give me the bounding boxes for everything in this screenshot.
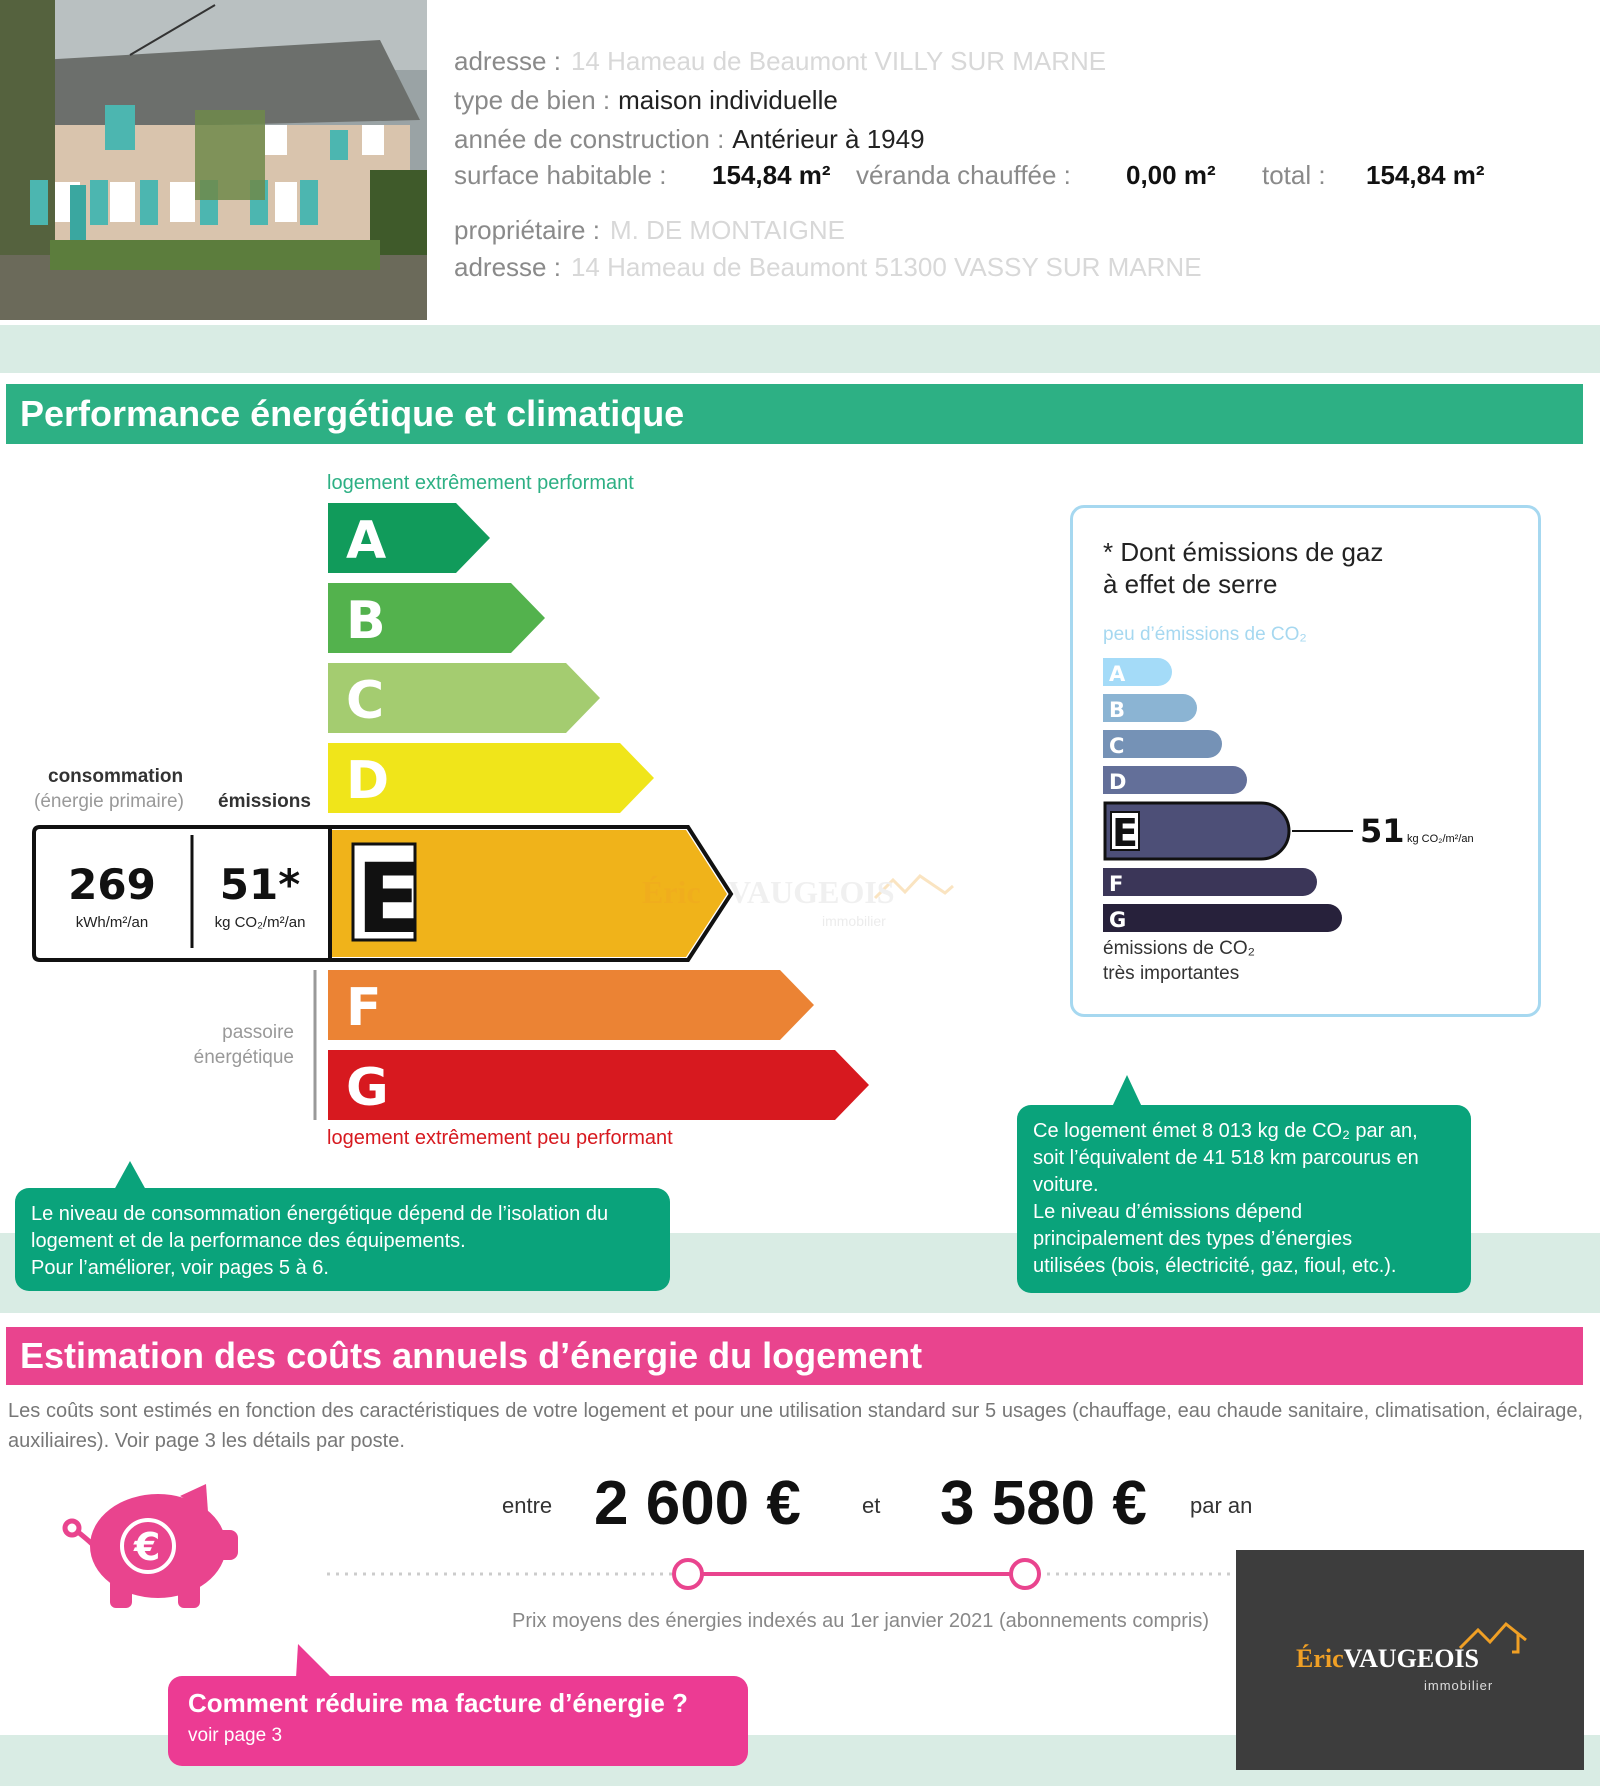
prix-note: Prix moyens des énergies indexés au 1er janvier 2021 (abonnements compris) [512,1610,1210,1632]
emissions-value: 51* [219,860,301,909]
property-header [0,0,1600,325]
top-caption: logement extrêmement performant [327,472,634,494]
class-letter-D: D [346,751,390,811]
consumption-value: 269 [68,860,156,909]
consumption-sublabel: (énergie primaire) [34,791,184,812]
watermark-eric: Éric [642,874,701,910]
bubble-right-line6: utilisées (bois, électricité, gaz, fioul, etc.). [1033,1255,1397,1277]
ges-letter-F: F [1109,872,1124,896]
class-bar-F [328,970,814,1040]
class-letter-F: F [346,978,382,1038]
bubble-right-pointer [1110,1075,1144,1107]
type-label: type de bien : [454,85,611,115]
agency-logo [1236,1550,1584,1770]
bubble-right-line2: soit l’équivalent de 41 518 km parcourus en [1033,1147,1419,1169]
class-bar-G [328,1050,869,1120]
cost-low-value: 2 600 € [594,1469,801,1538]
owner-info [454,212,1202,286]
owner-label: propriétaire : [454,215,600,245]
ges-letter-C: C [1109,734,1125,758]
type-value: maison individuelle [618,85,838,115]
bubble-right-line5: principalement des types d’énergies [1033,1228,1353,1250]
class-letter-E: E [356,843,422,955]
ges-box [1070,505,1541,1017]
reduce-bill-link[interactable]: voir page 3 [188,1725,283,1746]
veranda-value: 0,00 m² [1126,160,1216,190]
owner-value: M. DE MONTAIGNE [609,215,845,245]
watermark-sub: immobilier [822,913,886,929]
cost-par-an-text: par an [1190,1493,1253,1518]
ges-scale [1103,654,1523,934]
logo-name: VAUGEOIS [1343,1644,1480,1673]
bubble-right-line3: voiture. [1033,1174,1099,1196]
bubble-left-pointer [110,1160,150,1190]
cost-et-text: et [862,1493,881,1518]
type-row [454,81,1106,120]
ges-heading [1103,536,1383,600]
owner-address-row [454,249,1202,286]
consumption-unit: kWh/m²/an [75,914,149,931]
separator-band [0,325,1600,373]
ges-unit: kg CO₂/m²/an [1407,833,1474,845]
class-bar-A [328,503,490,573]
owner-address-label: adresse : [454,252,561,282]
performance-title: Performance énergétique et climatique [6,384,1583,444]
bubble-left-line3: Pour l’améliorer, voir pages 5 à 6. [31,1257,329,1279]
cost-range-slider [325,1556,1245,1592]
ges-top-caption: peu d’émissions de CO₂ [1103,624,1307,645]
class-letter-B: B [346,591,386,651]
svg-text:€: € [134,1525,161,1569]
consumption-label: consommation [48,766,184,787]
ges-bar-E-current [1105,803,1474,859]
ges-bottom-caption [1103,936,1255,986]
current-class-indicator [34,827,731,960]
cost-high-value: 3 580 € [940,1469,1147,1538]
separator-gap [0,1313,1600,1325]
reduce-bill-title: Comment réduire ma facture d’énergie ? [188,1688,688,1718]
ges-bar-A [1103,658,1172,686]
ges-letter-B: B [1109,698,1126,722]
bubble-right-line4: Le niveau d’émissions dépend [1033,1201,1303,1223]
total-value: 154,84 m² [1366,160,1485,190]
ges-bar-C [1103,730,1222,758]
cost-entre-text: entre [502,1493,553,1518]
range-low-handle [674,1560,702,1588]
address-label: adresse : [454,46,561,76]
emissions-unit: kg CO₂/m²/an [214,914,306,931]
owner-address-value: 14 Hameau de Beaumont 51300 VASSY SUR MARNE [570,252,1202,282]
consumption-info-bubble [15,1188,670,1291]
range-high-handle [1011,1560,1039,1588]
ges-bar-B [1103,694,1197,722]
ges-value: 51 [1360,812,1405,850]
ges-heading-line2: à effet de serre [1103,569,1278,599]
house-photo [0,0,427,320]
passoire-line2: énergétique [193,1047,294,1068]
costs-title: Estimation des coûts annuels d’énergie du logement [6,1327,1583,1385]
ges-bar-G [1103,904,1342,932]
surface-label: surface habitable : [454,160,667,190]
class-letter-A: A [346,511,387,571]
class-letter-C: C [346,671,385,731]
year-label: année de construction : [454,124,725,154]
costs-description: Les coûts sont estimés en fonction des caractéristiques de votre logement et pour une utilisation standard sur 5 usages (chauffage, eau chaude sanitaire, climatisation, éclairage, auxiliaires). Voir page 3 les détails par poste. [8,1400,1583,1452]
emissions-info-bubble [1017,1105,1471,1293]
logo-text [1296,1644,1479,1674]
owner-row [454,212,1202,249]
ges-bar-F [1103,868,1317,896]
logo-sub: immobilier [1424,1678,1494,1693]
emissions-label: émissions [218,791,311,812]
class-letter-G: G [346,1058,389,1118]
dpe-energy-scale [0,440,1000,1180]
house-photo-illustration [0,0,427,320]
surface-value: 154,84 m² [712,160,831,190]
class-bar-B [328,583,545,653]
pink-bubble-pointer [294,1644,334,1678]
passoire-line1: passoire [222,1022,294,1043]
ges-letter-E: E [1112,811,1138,855]
ges-bar-D [1103,766,1247,794]
year-value: Antérieur à 1949 [732,124,925,154]
address-row [454,42,1106,81]
year-row [454,120,1106,159]
class-bar-D [328,743,654,813]
bubble-left-line1: Le niveau de consommation énergétique dépend de l’isolation du [31,1203,609,1225]
address-value: 14 Hameau de Beaumont VILLY SUR MARNE [570,46,1107,76]
ges-heading-line1: * Dont émissions de gaz [1103,537,1384,567]
ges-bottom-line2: très importantes [1103,963,1240,984]
property-info [454,42,1106,159]
reduce-bill-bubble[interactable] [168,1676,748,1766]
bubble-right-line1: Ce logement émet 8 013 kg de CO₂ par an, [1033,1120,1418,1142]
watermark-name: VAUGEOIS [728,874,895,910]
ges-letter-D: D [1109,770,1127,794]
ges-letter-G: G [1109,908,1127,932]
class-bar-C [328,663,600,733]
piggy-bank-icon [62,1482,248,1612]
logo-eric: Éric [1296,1644,1344,1673]
veranda-label: véranda chauffée : [856,160,1071,190]
bottom-caption: logement extrêmement peu performant [327,1127,673,1149]
ges-letter-A: A [1109,662,1126,686]
total-label: total : [1262,160,1326,190]
ges-bottom-line1: émissions de CO₂ [1103,938,1256,959]
bubble-left-line2: logement et de la performance des équipements. [31,1230,466,1252]
